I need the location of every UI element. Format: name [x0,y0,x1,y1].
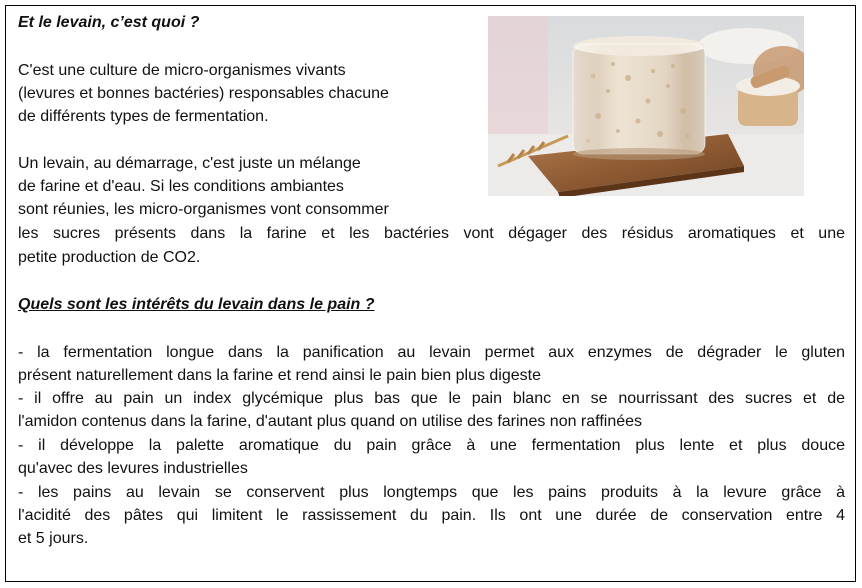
paragraph-line: de différents types de fermentation. [18,108,269,125]
paragraph-line: de farine et d'eau. Si les conditions ambiantes [18,178,344,195]
bullet-line: présent naturellement dans la farine et rend ainsi le pain bien plus digeste [18,367,541,384]
paragraph-line: C'est une culture de micro-organismes vivants [18,62,346,79]
section-heading-levain: Et le levain, c’est quoi ? [18,14,200,31]
bullet-line: - les pains au levain se conservent plus longtemps que les pains produits à la levure grâce à [18,484,845,501]
paragraph-line: Un levain, au démarrage, c'est juste un mélange [18,155,361,172]
paragraph-line: petite production de CO2. [18,249,201,266]
bullet-line: et 5 jours. [18,530,89,547]
bullet-line: qu'avec des levures industrielles [18,460,248,477]
bullet-line: - la fermentation longue dans la panification au levain permet aux enzymes de dégrader le gluten [18,344,845,361]
bullet-line: l'acidité des pâtes qui limitent le rassissement du pain. Ils ont une durée de conservation entre 4 [18,507,845,524]
section-heading-interets: Quels sont les intérêts du levain dans le pain ? [18,296,375,313]
paragraph-line: (levures et bonnes bactéries) responsables chacune [18,85,389,102]
bullet-line: - il offre au pain un index glycémique plus bas que le pain blanc en se nourrissant des sucres et de [18,390,845,407]
sourdough-jar-photo [488,16,804,196]
paragraph-line: les sucres présents dans la farine et les bactéries vont dégager des résidus aromatiques et une [18,225,845,242]
paragraph-line: sont réunies, les micro-organismes vont consommer [18,201,389,218]
bullet-line: - il développe la palette aromatique du pain grâce à une fermentation plus lente et plus douce [18,437,845,454]
bullet-line: l'amidon contenus dans la farine, d'autant plus quand on utilise des farines non raffinées [18,413,643,430]
